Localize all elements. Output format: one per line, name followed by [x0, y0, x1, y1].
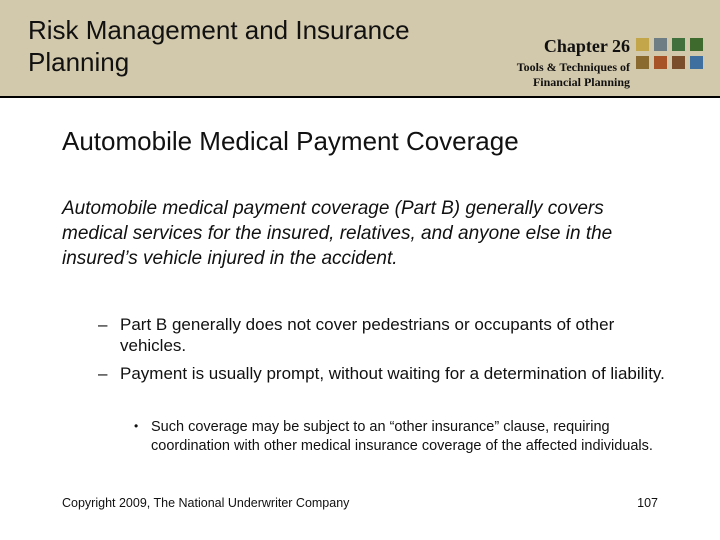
- dash-marker: –: [98, 315, 108, 334]
- copyright-footer: Copyright 2009, The National Underwriter Company: [62, 496, 350, 510]
- dash-marker: –: [98, 364, 108, 383]
- decorative-squares: [636, 38, 708, 74]
- decorative-square: [636, 38, 649, 51]
- chapter-subtitle-line-1: Tools & Techniques of: [516, 60, 630, 74]
- dot-marker: •: [134, 419, 139, 433]
- chapter-subtitle-line-2: Financial Planning: [532, 75, 630, 89]
- decorative-square: [654, 56, 667, 69]
- chapter-subtitle: [517, 60, 630, 90]
- bullet-item: [98, 314, 678, 356]
- bullet-list: [98, 314, 678, 391]
- deck-title: [28, 14, 410, 78]
- bullet-item: [98, 363, 678, 384]
- deck-title-line-2: Planning: [28, 47, 130, 77]
- decorative-square: [672, 56, 685, 69]
- slide-heading: Automobile Medical Payment Coverage: [62, 126, 519, 156]
- decorative-square: [690, 56, 703, 69]
- bullet-text: Payment is usually prompt, without waiting for a determination of liability.: [120, 364, 665, 383]
- decorative-square: [636, 56, 649, 69]
- deck-title-line-1: Risk Management and Insurance: [28, 15, 410, 45]
- page-number: 107: [637, 496, 658, 510]
- sub-bullet-item: [134, 418, 674, 456]
- header-divider: [0, 96, 720, 98]
- sub-bullet-text: Such coverage may be subject to an “other insurance” clause, requiring coordination with other medical insurance coverage of the affected individuals.: [151, 419, 653, 454]
- decorative-square: [690, 38, 703, 51]
- decorative-square: [654, 38, 667, 51]
- slide-header: [0, 0, 720, 96]
- decorative-square: [672, 38, 685, 51]
- intro-paragraph: Automobile medical payment coverage (Part B) generally covers medical services for the insured, relatives, and anyone else in the insured’s vehicle injured in the accident.: [62, 198, 613, 269]
- chapter-label: Chapter 26: [543, 36, 630, 56]
- sub-bullet-list: [134, 418, 674, 456]
- bullet-text: Part B generally does not cover pedestrians or occupants of other vehicles.: [120, 315, 615, 355]
